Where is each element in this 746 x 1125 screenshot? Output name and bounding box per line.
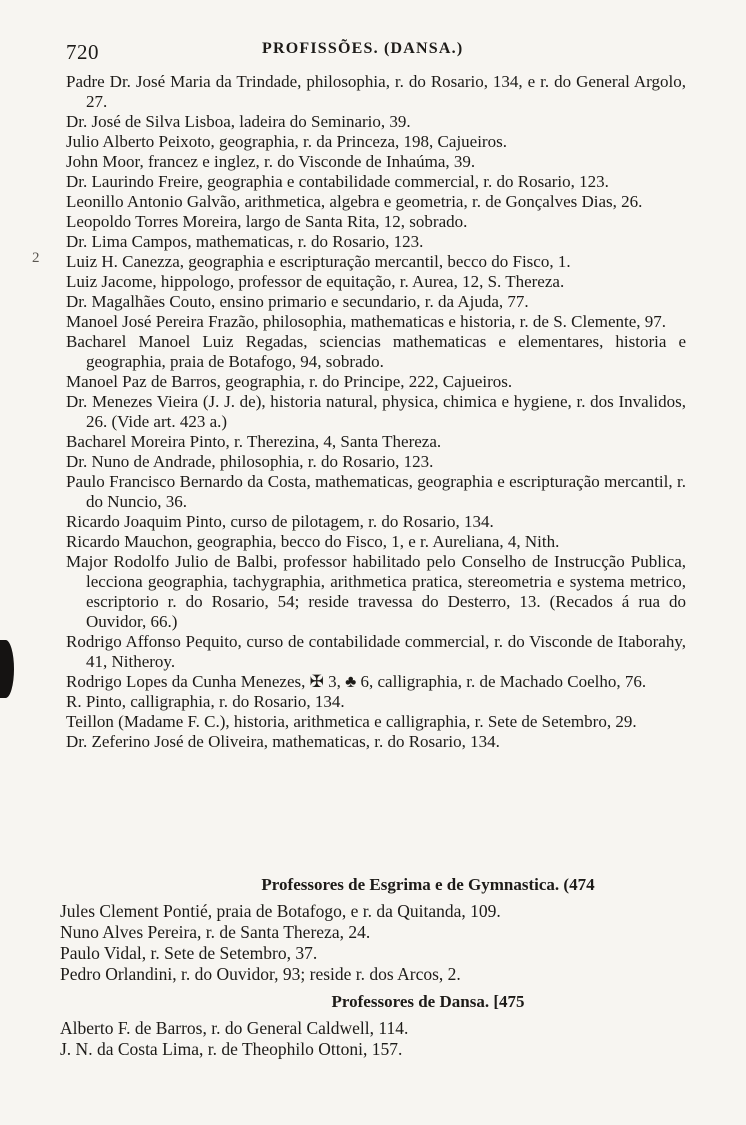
dance-section <box>60 991 686 1060</box>
list-item: Alberto F. de Barros, r. do General Caldwell, 114. <box>60 1018 409 1038</box>
list-item: Ricardo Mauchon, geographia, becco do Fisco, 1, e r. Aureliana, 4, Nith. <box>66 532 560 551</box>
list-item: Dr. José de Silva Lisboa, ladeira do Seminario, 39. <box>66 112 411 131</box>
list-item: Leonillo Antonio Galvão, arithmetica, algebra e geometria, r. de Gonçalves Dias, 26. <box>66 192 643 211</box>
list-item: Leopoldo Torres Moreira, largo de Santa Rita, 12, sobrado. <box>66 212 468 231</box>
list-item: Teillon (Madame F. C.), historia, arithmetica e calligraphia, r. Sete de Setembro, 29. <box>66 712 637 731</box>
list-item: J. N. da Costa Lima, r. de Theophilo Ottoni, 157. <box>60 1039 403 1059</box>
list-item: R. Pinto, calligraphia, r. do Rosario, 134. <box>66 692 345 711</box>
fencing-gymnastics-section <box>60 874 686 985</box>
list-item: Padre Dr. José Maria da Trindade, philosophia, r. do Rosario, 134, e r. do General Argolo, 27. <box>66 72 686 111</box>
list-item: Luiz Jacome, hippologo, professor de equitação, r. Aurea, 12, S. Thereza. <box>66 272 565 291</box>
list-item: Dr. Zeferino José de Oliveira, mathematicas, r. do Rosario, 134. <box>66 732 500 751</box>
list-item: Rodrigo Affonso Pequito, curso de contabilidade commercial, r. do Visconde de Itaborahy, 41, Nitheroy. <box>66 632 686 671</box>
list-item: Major Rodolfo Julio de Balbi, professor habilitado pelo Conselho de Instrucção Publica, lecciona geographia, tachygraphia, arithmetica pratica, stereometria e systema metrico, escriptorio r. do Rosario, 54; reside travessa do Desterro, 13. (Recados á rua do Ouvidor, 66.) <box>66 552 686 631</box>
list-item: Dr. Menezes Vieira (J. J. de), historia natural, physica, chimica e hygiene, r. dos Invalidos, 26. (Vide art. 423 a.) <box>66 392 686 431</box>
list-item: Bacharel Manoel Luiz Regadas, sciencias mathematicas e elementares, historia e geographia, praia de Botafogo, 94, sobrado. <box>66 332 686 371</box>
list-item: Dr. Magalhães Couto, ensino primario e secundario, r. da Ajuda, 77. <box>66 292 529 311</box>
list-item: John Moor, francez e inglez, r. do Visconde de Inhaúma, 39. <box>66 152 476 171</box>
section-heading: Professores de Dansa. [475 <box>331 992 525 1011</box>
list-item: Manoel José Pereira Frazão, philosophia, mathematicas e historia, r. de S. Clemente, 97. <box>66 312 667 331</box>
list-item: Luiz H. Canezza, geographia e escripturação mercantil, becco do Fisco, 1. <box>66 252 571 271</box>
list-item: Bacharel Moreira Pinto, r. Therezina, 4, Santa Thereza. <box>66 432 442 451</box>
page-number: 720 <box>66 40 99 64</box>
list-item: Paulo Francisco Bernardo da Costa, mathematicas, geographia e escripturação mercantil, r. do Nuncio, 36. <box>66 472 686 511</box>
list-item: Paulo Vidal, r. Sete de Setembro, 37. <box>60 943 318 963</box>
list-item: Dr. Lima Campos, mathematicas, r. do Rosario, 123. <box>66 232 424 251</box>
list-item: Manoel Paz de Barros, geographia, r. do Principe, 222, Cajueiros. <box>66 372 513 391</box>
list-item: Jules Clement Pontié, praia de Botafogo, e r. da Quitanda, 109. <box>60 901 501 921</box>
margin-pencil-mark: 2 <box>32 250 40 266</box>
ink-blot <box>0 640 14 698</box>
list-item: Dr. Nuno de Andrade, philosophia, r. do Rosario, 123. <box>66 452 434 471</box>
running-head: PROFISSÕES. (DANSA.) <box>262 40 464 57</box>
list-item: Dr. Laurindo Freire, geographia e contabilidade commercial, r. do Rosario, 123. <box>66 172 609 191</box>
list-item: Ricardo Joaquim Pinto, curso de pilotagem, r. do Rosario, 134. <box>66 512 494 531</box>
list-item: Julio Alberto Peixoto, geographia, r. da Princeza, 198, Cajueiros. <box>66 132 507 151</box>
list-item: Pedro Orlandini, r. do Ouvidor, 93; reside r. dos Arcos, 2. <box>60 964 461 984</box>
list-item: Rodrigo Lopes da Cunha Menezes, ✠ 3, ♣ 6, calligraphia, r. de Machado Coelho, 76. <box>66 672 647 691</box>
section-heading: Professores de Esgrima e de Gymnastica. (474 <box>261 875 595 894</box>
list-item: Nuno Alves Pereira, r. de Santa Thereza, 24. <box>60 922 371 942</box>
professor-list <box>66 72 686 752</box>
